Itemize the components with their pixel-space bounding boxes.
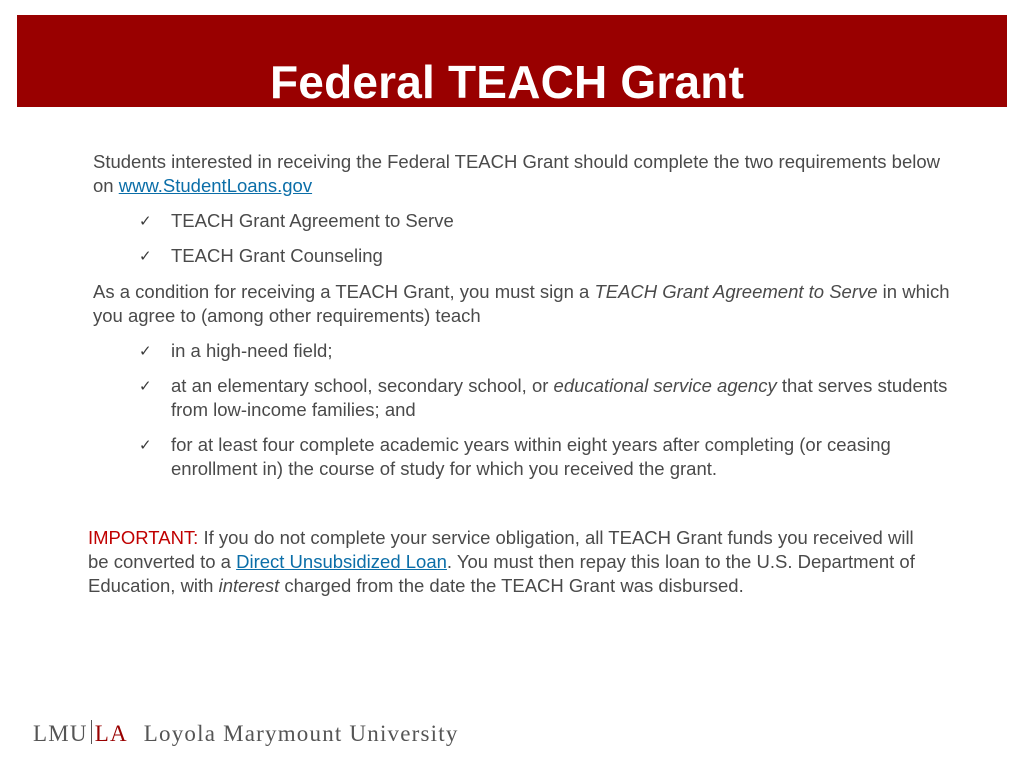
conditions-list xyxy=(93,339,953,481)
university-logo xyxy=(33,717,459,747)
condition-emphasis: TEACH Grant Agreement to Serve xyxy=(594,281,878,302)
slide-content xyxy=(93,150,953,481)
condition-high-need: in a high-need field; xyxy=(171,340,333,361)
interest-emphasis: interest xyxy=(218,575,280,596)
list-item xyxy=(93,209,953,233)
important-text: If you do not complete your service obligation, all TEACH Grant funds you received will be converted to a xyxy=(88,527,914,572)
condition-school-text: at an elementary school, secondary school, or xyxy=(171,375,554,396)
condition-years: for at least four complete academic years within eight years after completing (or ceasing enrollment in) the course of study for which you received the grant. xyxy=(171,434,891,479)
logo-divider xyxy=(91,720,92,744)
intro-paragraph xyxy=(93,150,953,198)
list-item xyxy=(93,433,953,481)
direct-unsubsidized-loan-link[interactable]: Direct Unsubsidized Loan xyxy=(236,551,447,572)
requirement-counseling: TEACH Grant Counseling xyxy=(171,245,383,266)
important-label: IMPORTANT: xyxy=(88,527,199,548)
checkmark-icon: ✓ xyxy=(139,212,152,230)
logo-la: LA xyxy=(94,721,128,746)
checkmark-icon: ✓ xyxy=(139,342,152,360)
condition-suffix: in which you agree to (among other requirements) teach xyxy=(93,281,950,326)
important-notice xyxy=(88,526,938,598)
condition-school-emphasis: educational service agency xyxy=(553,375,777,396)
condition-school-suffix: that serves students from low-income families; and xyxy=(171,375,948,420)
condition-text: As a condition for receiving a TEACH Grant, you must sign a xyxy=(93,281,595,302)
requirement-agreement: TEACH Grant Agreement to Serve xyxy=(171,210,454,231)
checkmark-icon: ✓ xyxy=(139,247,152,265)
list-item xyxy=(93,374,953,422)
checkmark-icon: ✓ xyxy=(139,377,152,395)
important-text-3: charged from the date the TEACH Grant was disbursed. xyxy=(279,575,744,596)
page-title: Federal TEACH Grant xyxy=(270,56,745,108)
checkmark-icon: ✓ xyxy=(139,436,152,454)
list-item xyxy=(93,244,953,268)
important-text-2: . You must then repay this loan to the U.S. Department of Education, with xyxy=(88,551,915,596)
condition-paragraph xyxy=(93,280,953,328)
requirements-list xyxy=(93,209,953,268)
studentloans-link[interactable]: www.StudentLoans.gov xyxy=(118,175,313,196)
intro-text: Students interested in receiving the Federal TEACH Grant should complete the two requirements below on xyxy=(93,151,940,196)
list-item xyxy=(93,339,953,363)
university-name: Loyola Marymount University xyxy=(143,721,459,746)
logo-lmu: LMU xyxy=(33,721,88,746)
